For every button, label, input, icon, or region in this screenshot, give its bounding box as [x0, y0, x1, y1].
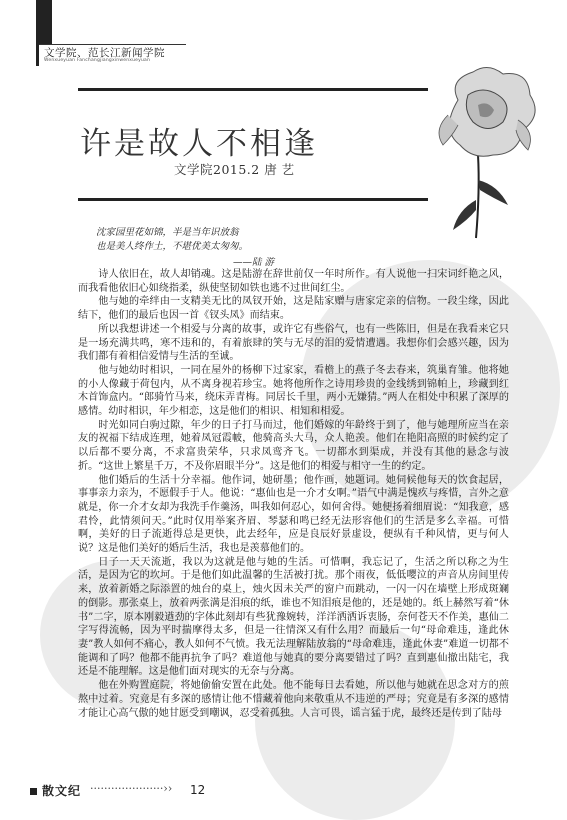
page-number: 12 [190, 783, 206, 797]
section-name-pinyin: Wenxueyuan Fanchangjiangxinwenxueyuan [44, 58, 151, 63]
poem-line-1: 沈家园里花如锦，半是当年识放翁 [96, 227, 239, 238]
column-label: 散文纪 [42, 784, 82, 798]
header-black-block [36, 0, 52, 44]
paragraph: 时光如同白驹过隙，年少的日子打马而过，他们婚嫁的年龄终于到了，他与她理所应当在亲友的祝福下结成连理，她着凤冠霞帔，他骑高头大马，众人艳羡。他们在艳阳高照的时候约定了以后都不要分离，不求富贵荣华，只求凤鸾齐飞。一切都水到渠成，并没有其他的悬念与波折。“这世上繁星千万，不及你眉眼半分”。这是他们的相爱与相守一生的约定。 [78, 419, 509, 472]
poem-author: ——陆 游 [233, 257, 275, 268]
dried-rose-illustration [418, 60, 558, 240]
poem-line-2: 也是美人终作土，不堪优美太匆匆。 [96, 241, 249, 252]
section-name: 文学院、范长江新闻学院 [44, 47, 165, 59]
article-body [78, 268, 509, 720]
paragraph: 他与她幼时相识，一同在屋外的杨柳下过家家，看檐上的燕子冬去春来，筑巢育雏。他将她的小人像藏于荷包内，从不离身视若珍宝。她将他所作之诗用珍贵的金线绣到锦帕上，珍藏到红木首饰盒内。“郎骑竹马来，绕床弄青梅。同居长千里，两小无嫌猜。”两人在相处中积累了深厚的感情。幼时相识，年少相恋，这是他们的相识、相知和相爱。 [78, 364, 509, 418]
paragraph: 日子一天天流逝，我以为这就是他与她的生活。可惜啊，我忘记了，生活之所以称之为生活，是因为它的坎坷。于是他们如此温馨的生活被打扰。那个雨夜，低低嘤泣的声音从房间里传来，放着新婚之际添置的烛台的桌上，烛火因未关严的窗户而跳动，一闪一闪在墙壁上形成斑斓的倒影。那张桌上，放着两张满是泪痕的纸，谁也不知泪痕是他的，还是她的。纸上赫然写着“休书”二字，原本刚毅遒劲的字体此刻却有些犹豫婉转，洋洋洒洒诉衷肠，奈何苍天不作美，惠仙二字写得流畅，因为平时揣摩得太多，但是一往情深又有什么用？而最后一句“母命难违，逢此休妻”教人如何不痛心，教人如何不气愤。我无法理解陆放翁的“母命难违，逢此休妻”难道一切都不能调和了吗？他都不能再抗争了吗？难道他与她真的要分离要错过了吗？直到惠仙撤出陆宅，我还是不能理解。这是他们面对现实的无奈与分离。 [78, 556, 509, 678]
article-title: 许是故人不相逢 [80, 126, 318, 162]
paragraph: 他们婚后的生活十分幸福。他作词，她研墨；他作画，她题词。她伺候他每天的饮食起居，事事亲力亲为，不愿假手于人。他说：“惠仙也是一介才女啊。”语气中满是愧疚与疼惜，言外之意就是，你一介才女却为我洗手作羹汤，叫我如何忍心，如何舍得。她便扬着细眉说：“知我意，感君怜，此情须问天。”此时仅用举案齐眉、琴瑟和鸣已经无法形容他们的生活是多么幸福。可惜啊，美好的日子流逝得总是更快，此去经年，应是良辰好景虚设，便纵有千种风情，更与何人说？这是他们美好的婚后生活，我也是羡慕他们的。 [78, 474, 509, 555]
footer-dot-leader: ·····················›› [90, 782, 173, 795]
author-line: 文学院2015.2 唐 艺 [174, 162, 295, 177]
paragraph: 他在外购置庭院，将她偷偷安置在此处。他不能每日去看她，所以他与她就在思念对方的煎熬中过着。究竟是有多深的感情让他不惜藏着他向来敬重从不违逆的严母；究竟是有多深的感情才能让心高气傲的她甘愿受到嘲讽，忍受着孤独。人言可畏，谣言猛于虎，最终还是传到了陆母 [78, 680, 509, 719]
title-top-rule [78, 88, 428, 91]
paragraph: 诗人依旧在，故人却销魂。这是陆游在辞世前仅一年时所作。有人说他一扫宋词纤艳之风，而我看他依旧心如绕指柔，纵使坚韧如铁也逃不过世间红尘。 [78, 269, 509, 294]
paragraph: 所以我想讲述一个相爱与分离的故事，或许它有些俗气，也有一些陈旧，但是在我看来它只是一场充满共鸣，寒不违和的，有着旅肆的笑与无尽的泪的爱情遭遇。我想你们会感兴趣，因为我们都有着相信爱情与生活的至诚。 [78, 323, 509, 363]
paragraph: 他与她的牵绊由一支精美无比的凤钗开始，这是陆家赠与唐家定亲的信物。一段尘缘，因此结下，他们的最后也因一首《钗头凤》而结束。 [78, 296, 509, 322]
footer-square-icon [30, 788, 37, 795]
title-bottom-rule [78, 198, 428, 201]
epigraph-poem [96, 226, 248, 254]
